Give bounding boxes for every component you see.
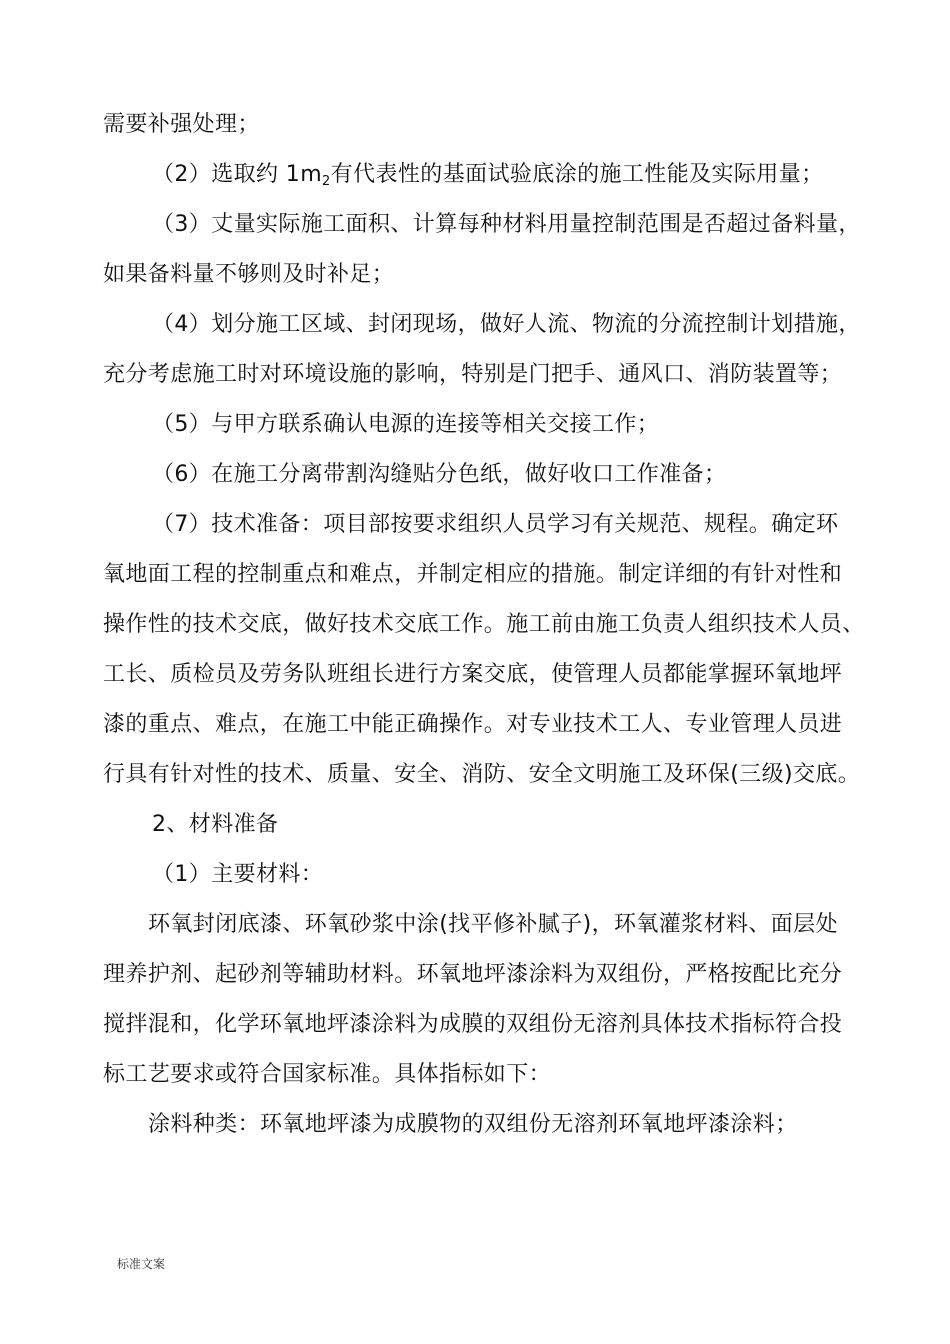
text-line: 操作性的技术交底，做好技术交底工作。施工前由施工负责人组织技术人员、: [103, 612, 865, 637]
text-line: （6）在施工分离带割沟缝贴分色纸，做好收口工作准备；: [152, 462, 727, 487]
text-line: 充分考虑施工时对环境设施的影响，特别是门把手、通风口、消防装置等；: [103, 362, 843, 387]
section-heading: 2、材料准备: [152, 812, 279, 837]
text-line: 搅拌混和，化学环氧地坪漆涂料为成膜的双组份无溶剂具体技术指标符合投: [103, 1012, 843, 1037]
text-line: 氧地面工程的控制重点和难点，并制定相应的措施。制定详细的有针对性和: [103, 562, 843, 587]
text-line: 工长、质检员及劳务队班组长进行方案交底，使管理人员都能掌握环氧地坪: [103, 662, 843, 687]
text-line: 标工艺要求或符合国家标准。具体指标如下：: [103, 1062, 552, 1087]
text-line: （4）划分施工区域、封闭现场，做好人流、物流的分流控制计划措施，: [152, 312, 861, 337]
text-fragment: 有代表性的基面试验底涂的施工性能及实际用量；: [330, 162, 824, 187]
text-line: 漆的重点、难点，在施工中能正确操作。对专业技术工人、专业管理人员进: [103, 712, 843, 737]
text-fragment: （2）选取约 1m: [152, 162, 323, 187]
footer-label: 标准文案: [117, 1257, 166, 1271]
text-line: （7）技术准备：项目部按要求组织人员学习有关规范、规程。确定环: [152, 512, 839, 537]
subscript-2: 2: [322, 174, 331, 189]
text-line: 行具有针对性的技术、质量、安全、消防、安全文明施工及环保(三级)交底。: [103, 762, 861, 787]
text-line: 需要补强处理；: [103, 112, 260, 137]
text-line: [152, 160, 922, 197]
text-line: （3）丈量实际施工面积、计算每种材料用量控制范围是否超过备料量，: [152, 212, 861, 237]
text-line: 环氧封闭底漆、环氧砂浆中涂(找平修补腻子)，环氧灌浆材料、面层处: [148, 912, 838, 937]
text-line: 如果备料量不够则及时补足；: [103, 262, 395, 287]
text-line: 理养护剂、起砂剂等辅助材料。环氧地坪漆涂料为双组份，严格按配比充分: [103, 962, 843, 987]
text-line: （5）与甲方联系确认电源的连接等相关交接工作；: [152, 412, 660, 437]
text-line: 涂料种类：环氧地坪漆为成膜物的双组份无溶剂环氧地坪漆涂料；: [148, 1112, 798, 1137]
text-line: （1）主要材料：: [152, 862, 324, 887]
